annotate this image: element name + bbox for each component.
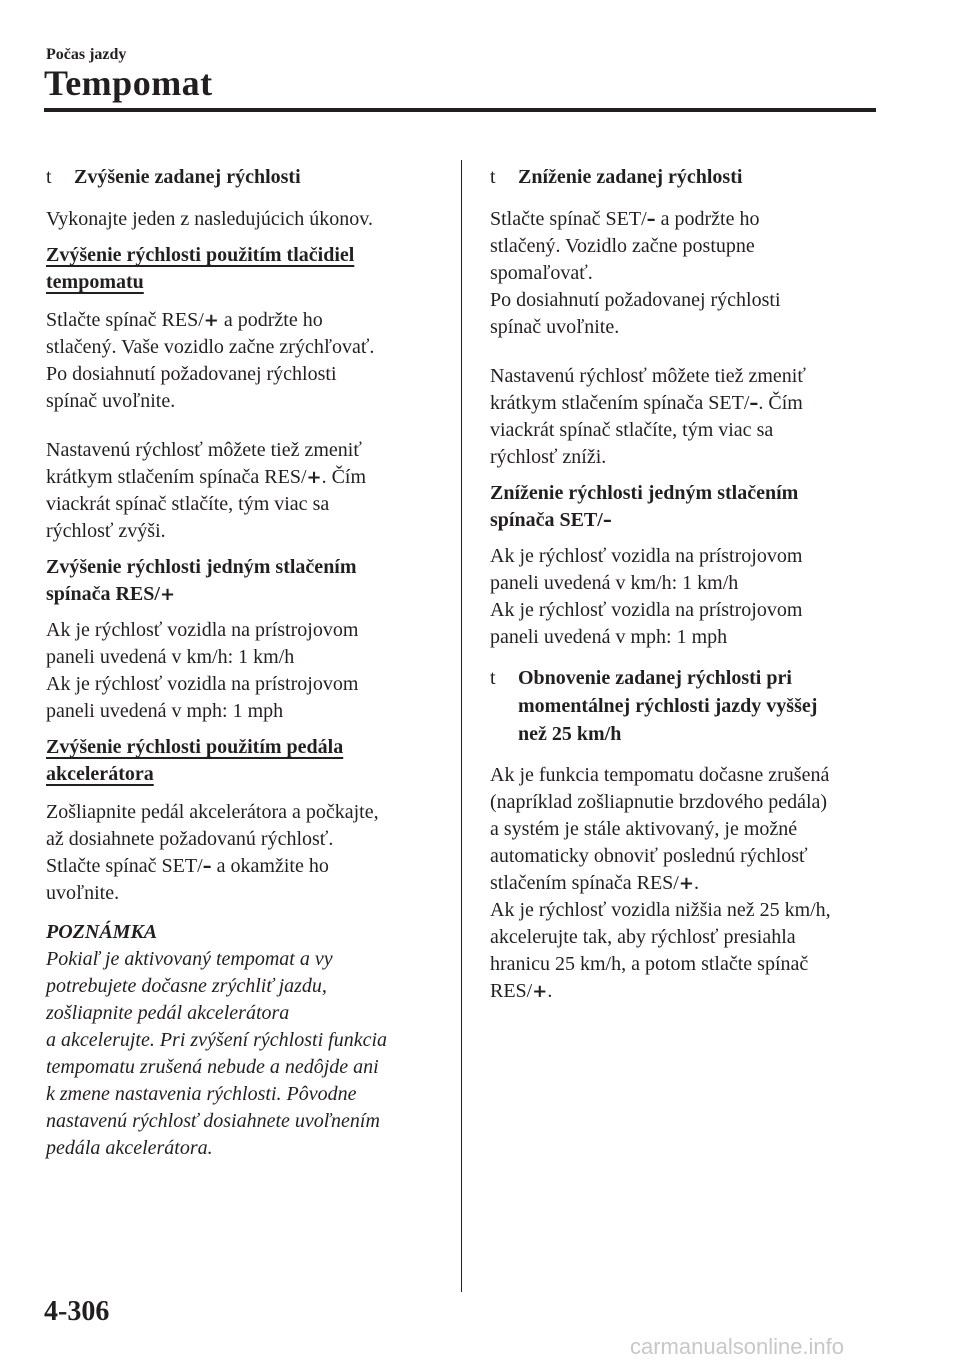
heading-increase-speed: t Zvýšenie zadanej rýchlosti xyxy=(46,164,446,191)
paragraph: Ak je funkcia tempomatu dočasne zrušená (napríklad zošliapnutie brzdového pedála) a systém je stále aktivovaný, je možné automaticky obnoviť poslednú rýchlosť stlačením spínača RES/+. Ak je rýchlosť vozidla nižšia než 25 km/h, akcelerujte tak, aby rýchlosť presiahla hranicu 25 km/h, a potom stlačte spínač RES/+. xyxy=(490,764,831,1002)
paragraph: Zošliapnite pedál akcelerátora a počkajte, až dosiahnete požadovanú rýchlosť. Stlačte spínač SET/– a okamžite ho uvoľnite. xyxy=(46,801,379,904)
paragraph: Stlačte spínač RES/+ a podržte ho stlačený. Vaše vozidlo začne zrýchľovať. Po dosiahnutí požadovanej rýchlosti spínač uvoľnite. xyxy=(46,309,375,412)
paragraph: Nastavenú rýchlosť môžete tiež zmeniť krátkym stlačením spínača SET/–. Čím viackrát spínač stlačíte, tým viac sa rýchlosť zníži. xyxy=(490,365,806,468)
bullet-marker: t xyxy=(46,166,52,188)
note-text: Pokiaľ je aktivovaný tempomat a vy potrebujete dočasne zrýchliť jazdu, zošliapnite pedál akcelerátora a akcelerujte. Pri zvýšení rýchlosti funkcia tempomatu zrušená nebude a nedôjde ani k zmene nastavenia rýchlosti. Pôvodne nastavenú rýchlosť dosiahnete uvoľnením pedála akcelerátora. xyxy=(46,948,388,1159)
minus-symbol: – xyxy=(749,393,759,414)
right-column xyxy=(490,164,882,1005)
paragraph: Nastavenú rýchlosť môžete tiež zmeniť krátkym stlačením spínača RES/+. Čím viackrát spínač stlačíte, tým viac sa rýchlosť zvýši. xyxy=(46,439,367,542)
subheading-single-press: Zvýšenie rýchlosti jedným stlačením spínača RES/+ xyxy=(46,556,357,605)
column-divider xyxy=(461,160,462,1292)
plus-symbol: + xyxy=(203,310,219,331)
minus-symbol: – xyxy=(602,510,612,531)
left-column xyxy=(46,164,446,1162)
watermark: carmanualsonline.info xyxy=(630,1334,845,1359)
page-number: 4-306 xyxy=(44,1296,110,1327)
bullet-marker: t xyxy=(490,166,496,188)
paragraph: Ak je rýchlosť vozidla na prístrojovom paneli uvedená v km/h: 1 km/h Ak je rýchlosť vozidla na prístrojovom paneli uvedená v mph: 1 mph xyxy=(490,545,803,648)
minus-symbol: – xyxy=(202,856,212,877)
bullet-marker: t xyxy=(490,667,496,689)
plus-symbol: + xyxy=(306,467,322,488)
minus-symbol: – xyxy=(646,209,656,230)
page-title: Tempomat xyxy=(44,63,213,103)
plus-symbol: + xyxy=(532,981,548,1002)
subheading-pedal: Zvýšenie rýchlosti použitím pedála akcelerátora xyxy=(46,736,344,785)
paragraph: Stlačte spínač SET/– a podržte ho stlačený. Vozidlo začne postupne spomaľovať. Po dosiahnutí požadovanej rýchlosti spínač uvoľnite. xyxy=(490,208,781,338)
title-rule xyxy=(44,108,876,112)
heading-decrease-speed: t Zníženie zadanej rýchlosti xyxy=(490,164,882,191)
note-title: POZNÁMKA xyxy=(46,921,158,943)
paragraph: Vykonajte jeden z nasledujúcich úkonov. xyxy=(46,208,373,230)
plus-symbol: + xyxy=(159,584,176,605)
subheading-single-press: Zníženie rýchlosti jedným stlačením spínača SET/– xyxy=(490,482,799,531)
paragraph: Ak je rýchlosť vozidla na prístrojovom paneli uvedená v km/h: 1 km/h Ak je rýchlosť vozidla na prístrojovom paneli uvedená v mph: 1 mph xyxy=(46,619,359,722)
subheading-buttons: Zvýšenie rýchlosti použitím tlačidiel tempomatu xyxy=(46,244,355,293)
section-label: Počas jazdy xyxy=(46,46,127,63)
plus-symbol: + xyxy=(678,873,694,894)
heading-resume-speed: t Obnovenie zadanej rýchlosti pri momentálnej rýchlosti jazdy vyššej než 25 km/h xyxy=(490,664,882,748)
